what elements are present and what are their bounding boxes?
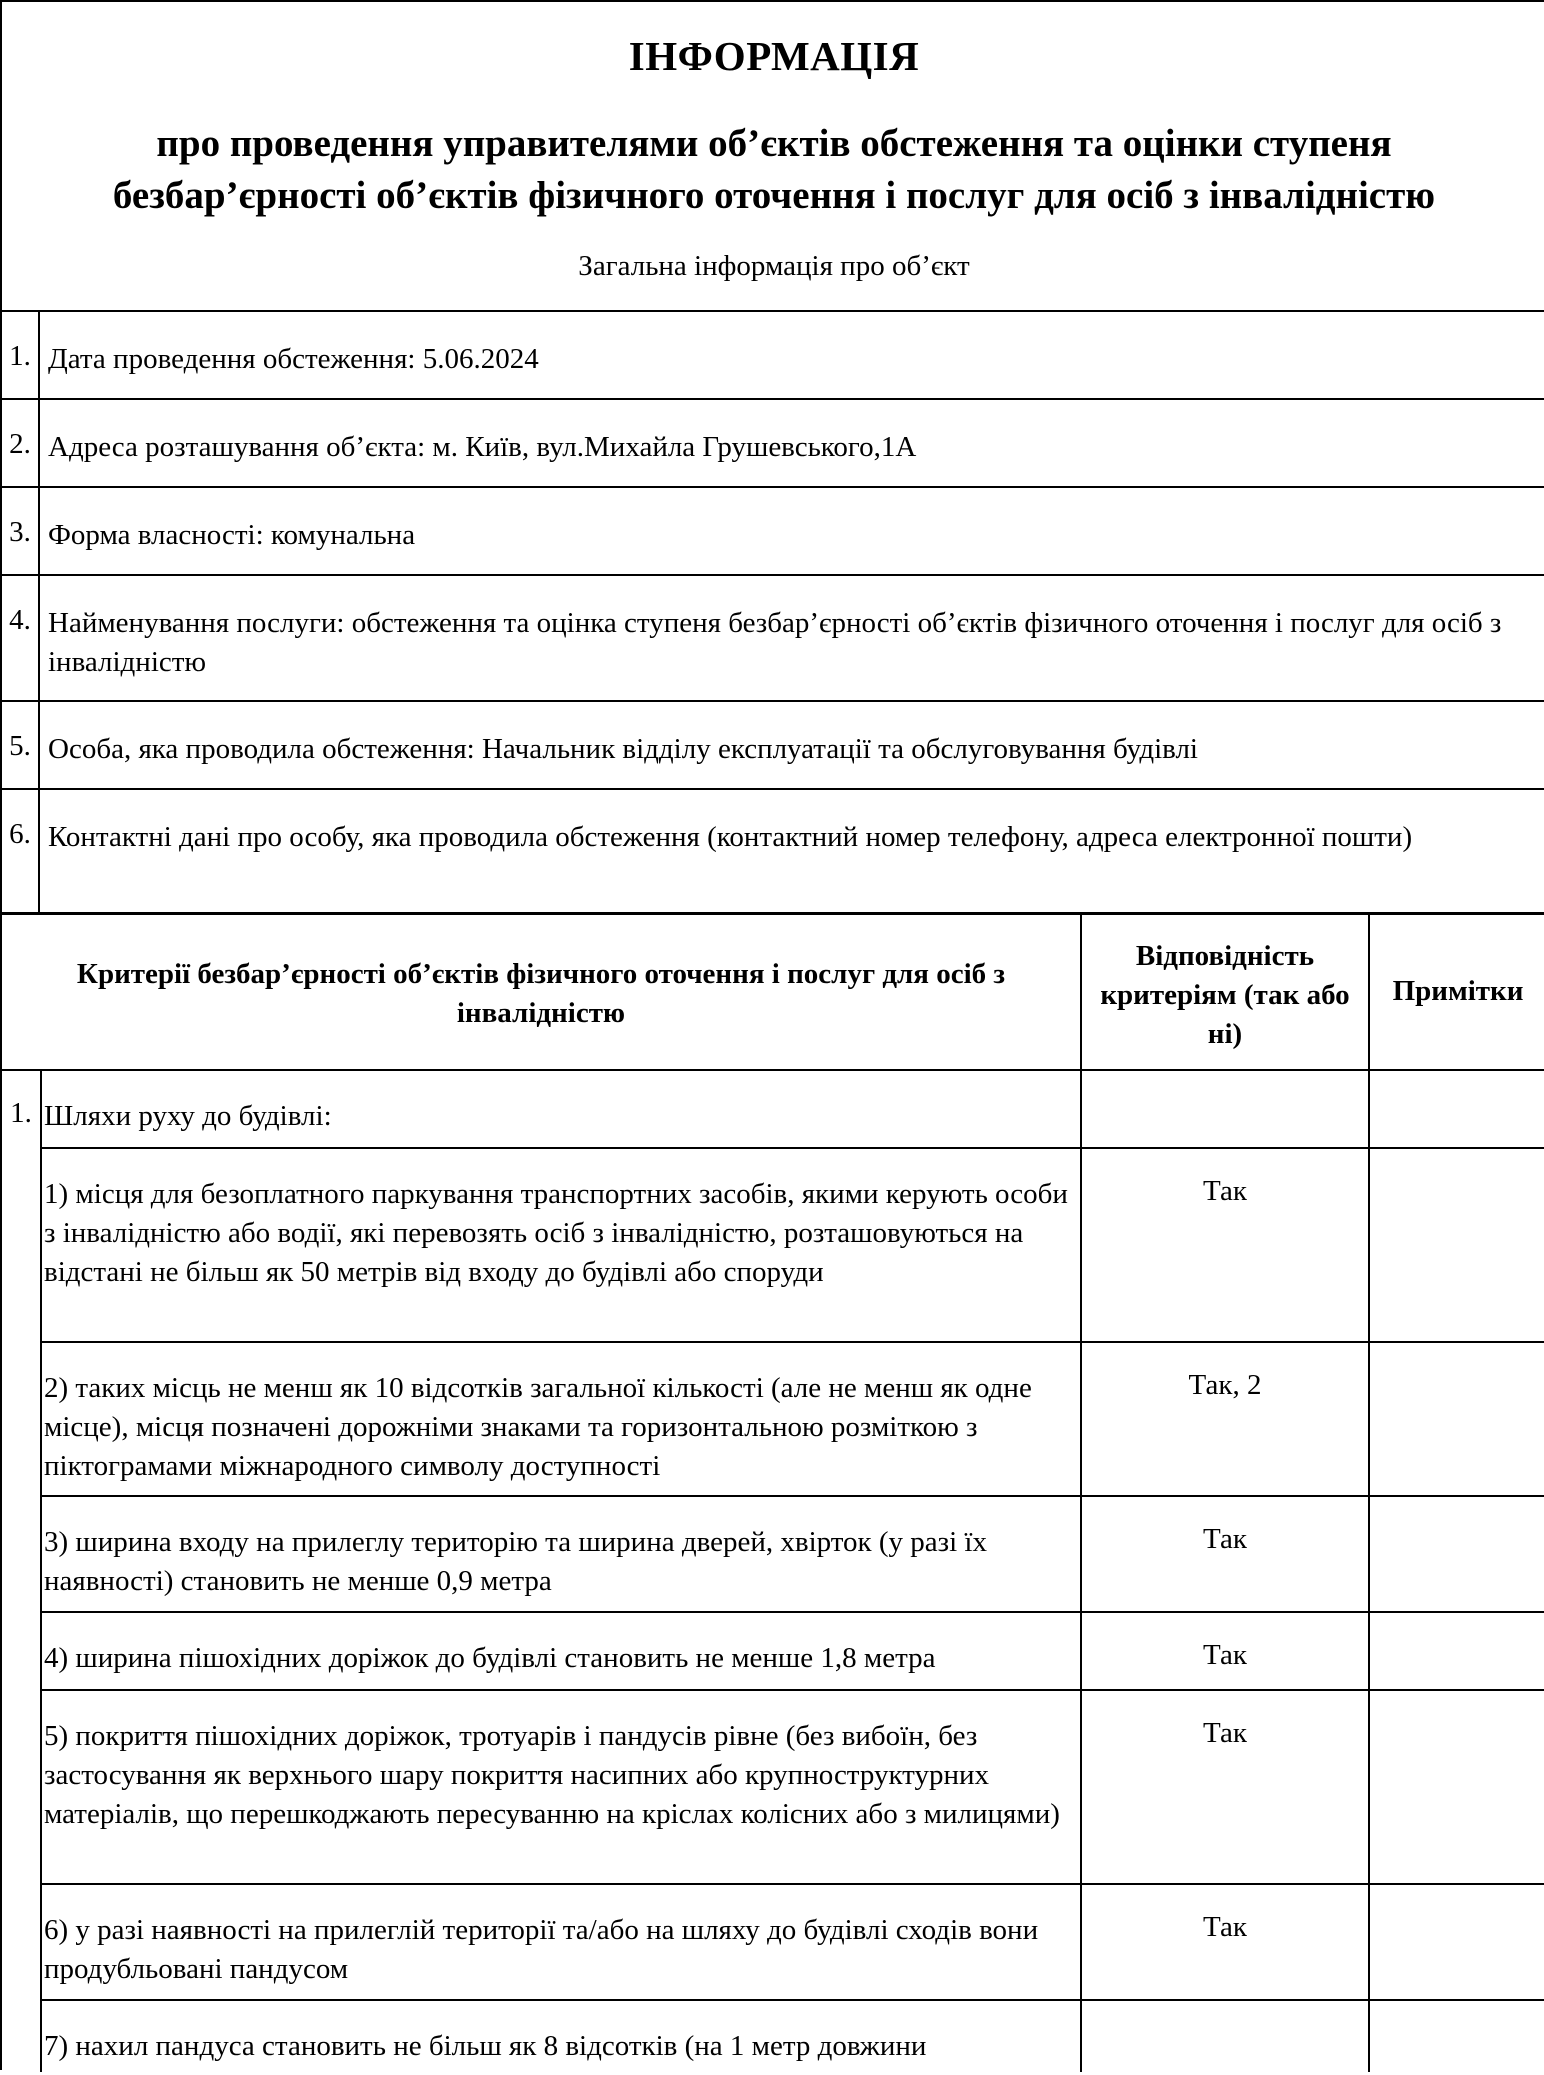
row-divider bbox=[42, 1611, 1544, 1613]
info-row-text: Особа, яка проводила обстеження: Начальник відділу експлуатації та обслуговування будівлі bbox=[48, 733, 1198, 765]
info-row-number: 2. bbox=[2, 400, 40, 486]
compliance-column-header: Відповідність критеріям (так або ні) bbox=[1100, 940, 1350, 1050]
notes-column-header: Примітки bbox=[1392, 975, 1524, 1007]
info-row-inspector bbox=[2, 700, 1544, 788]
criteria-table bbox=[2, 912, 1544, 2072]
row-divider bbox=[42, 1689, 1544, 1691]
row-divider bbox=[42, 1999, 1544, 2001]
criteria-row-text: 1) місця для безоплатного паркування транспортних засобів, якими керують особи з інвалідністю або водії, які перевозять осіб з інвалідністю, розташовуються на відстані не більш як 50 метрів від входу до будівлі або споруди bbox=[44, 1178, 1068, 1288]
info-row-number: 4. bbox=[2, 576, 40, 700]
criteria-row-number: 1. bbox=[10, 1097, 32, 1129]
info-row-text: Адреса розташування об’єкта: м. Київ, вул.Михайла Грушевського,1А bbox=[48, 431, 917, 463]
criteria-row-text: 4) ширина пішохідних доріжок до будівлі становить не менше 1,8 метра bbox=[44, 1642, 936, 1674]
criteria-row bbox=[2, 1885, 1544, 2001]
criteria-row bbox=[2, 1071, 1544, 1149]
document-subtitle bbox=[2, 118, 1544, 222]
row-divider bbox=[42, 1341, 1544, 1343]
info-row-number: 1. bbox=[2, 312, 40, 398]
subtitle-line-1: про проведення управителями об’єктів обстеження та оцінки ступеня bbox=[156, 122, 1392, 165]
info-row-text: Контактні дані про особу, яка проводила обстеження (контактний номер телефону, адреса електронної пошти) bbox=[48, 821, 1413, 853]
info-row-contacts bbox=[2, 788, 1544, 912]
info-row-service-name bbox=[2, 574, 1544, 700]
criteria-row-answer: Так bbox=[1203, 1175, 1247, 1207]
criteria-row-text: 6) у разі наявності на прилеглій території та/або на шляху до будівлі сходів вони продубльовані пандусом bbox=[44, 1914, 1039, 1985]
section-label: Загальна інформація про об’єкт bbox=[578, 250, 970, 282]
document-title: ІНФОРМАЦІЯ bbox=[628, 33, 920, 79]
info-row-ownership bbox=[2, 486, 1544, 574]
criteria-row-answer: Так bbox=[1203, 1639, 1247, 1671]
row-divider bbox=[42, 1495, 1544, 1497]
document-header bbox=[2, 2, 1544, 310]
info-row-number: 3. bbox=[2, 488, 40, 574]
info-row-date bbox=[2, 310, 1544, 398]
row-divider bbox=[42, 1147, 1544, 1149]
criteria-table-header bbox=[2, 915, 1544, 1071]
criteria-row-text: 7) нахил пандуса становить не більш як 8 відсотків (на 1 метр довжини bbox=[44, 2030, 927, 2062]
info-row-number: 5. bbox=[2, 702, 40, 788]
info-row-text: Дата проведення обстеження: 5.06.2024 bbox=[48, 343, 539, 375]
criteria-row bbox=[2, 1149, 1544, 1343]
info-row-text: Найменування послуги: обстеження та оцінка ступеня безбар’єрності об’єктів фізичного оточення і послуг для осіб з інвалідністю bbox=[48, 607, 1502, 678]
info-row-address bbox=[2, 398, 1544, 486]
criteria-row-answer: Так, 2 bbox=[1188, 1369, 1262, 1401]
info-row-text: Форма власності: комунальна bbox=[48, 519, 416, 551]
criteria-row-text: Шляхи руху до будівлі: bbox=[44, 1100, 332, 1132]
criteria-row-text: 5) покриття пішохідних доріжок, тротуарів і пандусів рівне (без вибоїн, без застосування як верхнього шару покриття насипних або крупноструктурних матеріалів, що перешкоджають пересуванню на кріслах колісних або з милицями) bbox=[44, 1720, 1060, 1830]
criteria-column-header: Критерії безбар’єрності об’єктів фізичного оточення і послуг для осіб з інвалідністю bbox=[76, 958, 1006, 1029]
criteria-row bbox=[2, 1613, 1544, 1691]
criteria-row-answer: Так bbox=[1203, 1523, 1247, 1555]
row-divider bbox=[42, 1883, 1544, 1885]
criteria-row-answer: Так bbox=[1203, 1911, 1247, 1943]
subtitle-line-2: безбар’єрності об’єктів фізичного оточення і послуг для осіб з інвалідністю bbox=[112, 174, 1436, 217]
criteria-row bbox=[2, 2001, 1544, 2075]
criteria-row bbox=[2, 1497, 1544, 1613]
info-row-number: 6. bbox=[2, 790, 40, 912]
criteria-row-text: 3) ширина входу на прилеглу територію та ширина дверей, хвірток (у разі їх наявності) становить не менше 0,9 метра bbox=[44, 1526, 987, 1597]
criteria-row bbox=[2, 1343, 1544, 1497]
criteria-row-text: 2) таких місць не менш як 10 відсотків загальної кількості (але не менш як одне місце), місця позначені дорожніми знаками та горизонтальною розміткою з піктограмами міжнародного символу доступності bbox=[44, 1372, 1032, 1482]
criteria-row-answer: Так bbox=[1203, 1717, 1247, 1749]
criteria-row bbox=[2, 1691, 1544, 1885]
